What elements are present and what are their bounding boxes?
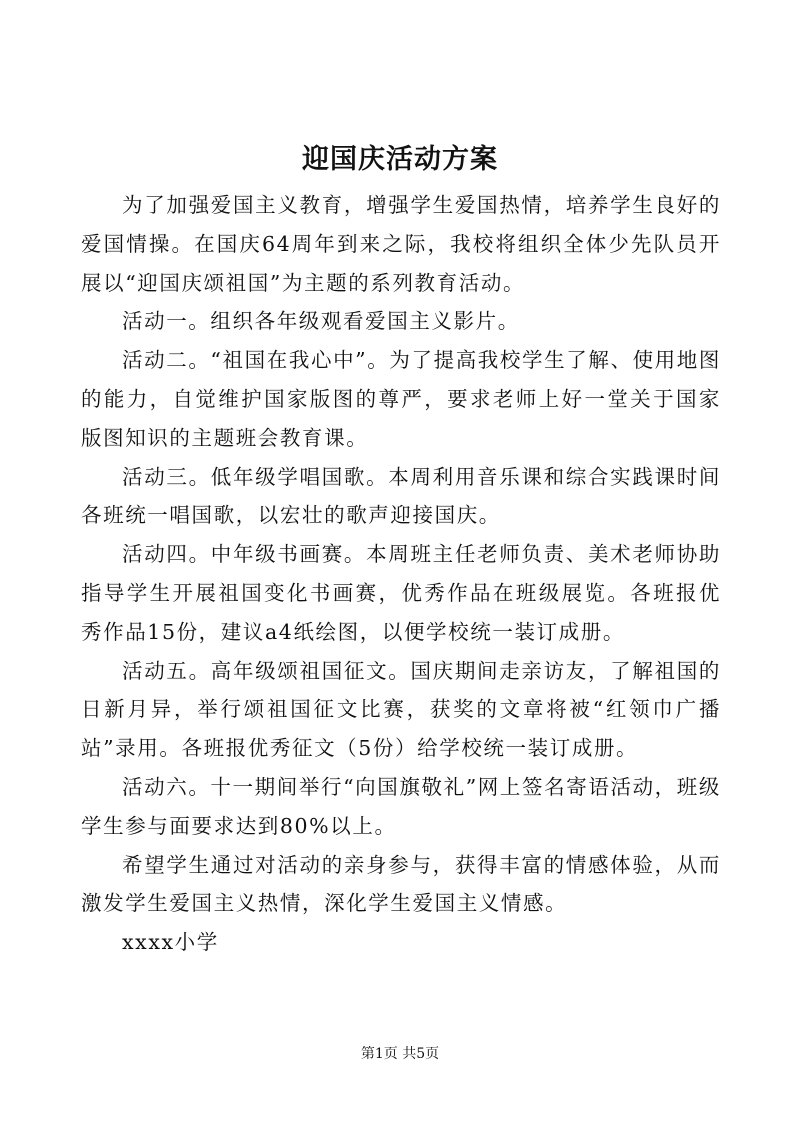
paragraph-activity-2: 活动二。“祖国在我心中”。为了提高我校学生了解、使用地图的能力，自觉维护国家版图的尊严，要求老师上好一堂关于国家版图知识的主题班会教育课。: [81, 348, 721, 450]
paragraph-activity-5: 活动五。高年级颂祖国征文。国庆期间走亲访友，了解祖国的日新月异，举行颂祖国征文比赛，获奖的文章将被“红领巾广播站”录用。各班报优秀征文（5份）给学校统一装订成册。: [81, 658, 721, 761]
paragraph-activity-4: 活动四。中年级书画赛。本周班主任老师负责、美术老师协助指导学生开展祖国变化书画赛，优秀作品在班级展览。各班报优秀作品15份，建议a4纸绘图，以便学校统一装订成册。: [81, 542, 721, 644]
signature-school: xxxx小学: [122, 930, 219, 955]
page-title: 迎国庆活动方案: [302, 144, 498, 175]
paragraph-closing: 希望学生通过对活动的亲身参与，获得丰富的情感体验，从而激发学生爱国主义热情，深化学生爱国主义情感。: [81, 852, 721, 916]
document-body: [81, 186, 721, 962]
paragraph-activity-6: 活动六。十一期间举行“向国旗敬礼”网上签名寄语活动，班级学生参与面要求达到80%以上。: [81, 774, 721, 838]
paragraph-activity-1: 活动一。组织各年级观看爱国主义影片。: [122, 309, 520, 334]
page-number-footer: 第1页 共5页: [360, 1046, 440, 1062]
paragraph-activity-3: 活动三。低年级学唱国歌。本周利用音乐课和综合实践课时间各班统一唱国歌，以宏壮的歌声迎接国庆。: [81, 464, 721, 528]
paragraph-intro: 为了加强爱国主义教育，增强学生爱国热情，培养学生良好的爱国情操。在国庆64周年到来之际，我校将组织全体少先队员开展以“迎国庆颂祖国”为主题的系列教育活动。: [81, 193, 721, 295]
